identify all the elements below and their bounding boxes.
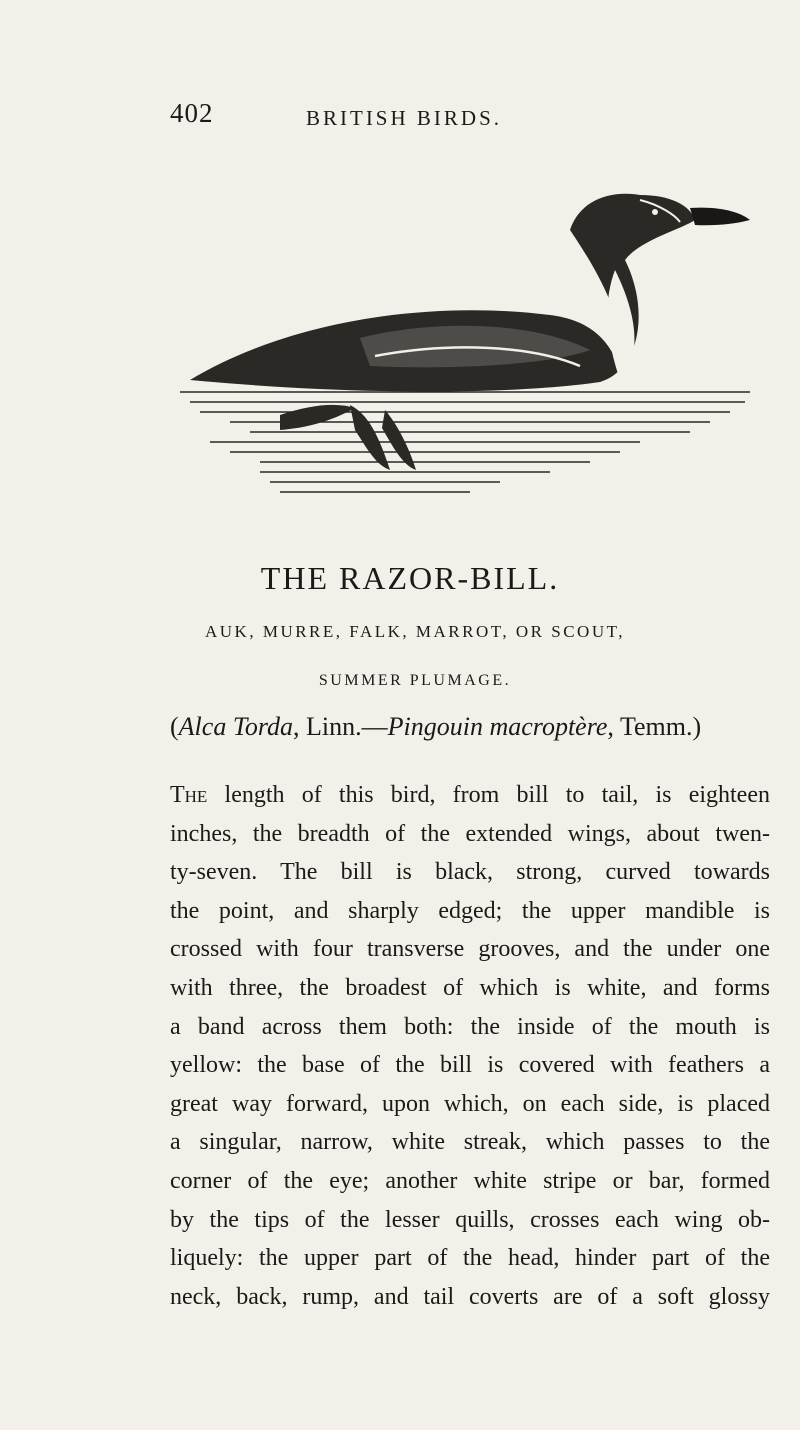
linnaeus-authority: , Linn.— (293, 712, 388, 741)
bird-body (190, 194, 750, 392)
text-line: inches, the breadth of the extended wings, about twen- (170, 820, 770, 847)
scientific-name-line (170, 712, 770, 742)
latin-name: Alca Torda (178, 712, 294, 741)
page-number: 402 (170, 98, 214, 128)
body-text (170, 776, 770, 1316)
text-line (170, 776, 770, 815)
synonyms-line: AUK, MURRE, FALK, MARROT, OR SCOUT, (205, 622, 625, 641)
text-line: by the tips of the lesser quills, crosses each wing ob- (170, 1206, 770, 1233)
text-line: corner of the eye; another white stripe or bar, formed (170, 1167, 770, 1194)
running-head: BRITISH BIRDS. (305, 106, 503, 130)
paren-open: ( (170, 712, 179, 741)
text-line: great way forward, upon which, on each side, is placed (170, 1090, 770, 1117)
line-text: length of this bird, from bill to tail, is eighteen (207, 782, 770, 808)
french-name: Pingouin macroptère (387, 712, 608, 741)
text-line: ty-seven. The bill is black, strong, curved towards (170, 859, 770, 886)
text-line: yellow: the base of the bill is covered with feathers a (170, 1052, 770, 1079)
text-line: liquely: the upper part of the head, hinder part of the (170, 1245, 770, 1272)
water-lines (180, 392, 750, 492)
lead-word: The (170, 782, 208, 808)
razor-bill-engraving-icon (170, 170, 760, 510)
temminck-authority: , Temm.) (607, 712, 702, 741)
bird-feet (280, 405, 416, 470)
text-line: crossed with four transverse grooves, and the under one (170, 936, 770, 963)
text-line: neck, back, rump, and tail coverts are of a soft glossy (170, 1283, 770, 1310)
text-line: with three, the broadest of which is white, and forms (170, 974, 770, 1001)
text-line: a band across them both: the inside of the mouth is (170, 1013, 770, 1040)
plumage-line: SUMMER PLUMAGE. (318, 672, 512, 689)
plate-title: THE RAZOR-BILL. (260, 560, 560, 596)
text-line: the point, and sharply edged; the upper mandible is (170, 897, 770, 924)
text-line: a singular, narrow, white streak, which passes to the (170, 1129, 770, 1156)
